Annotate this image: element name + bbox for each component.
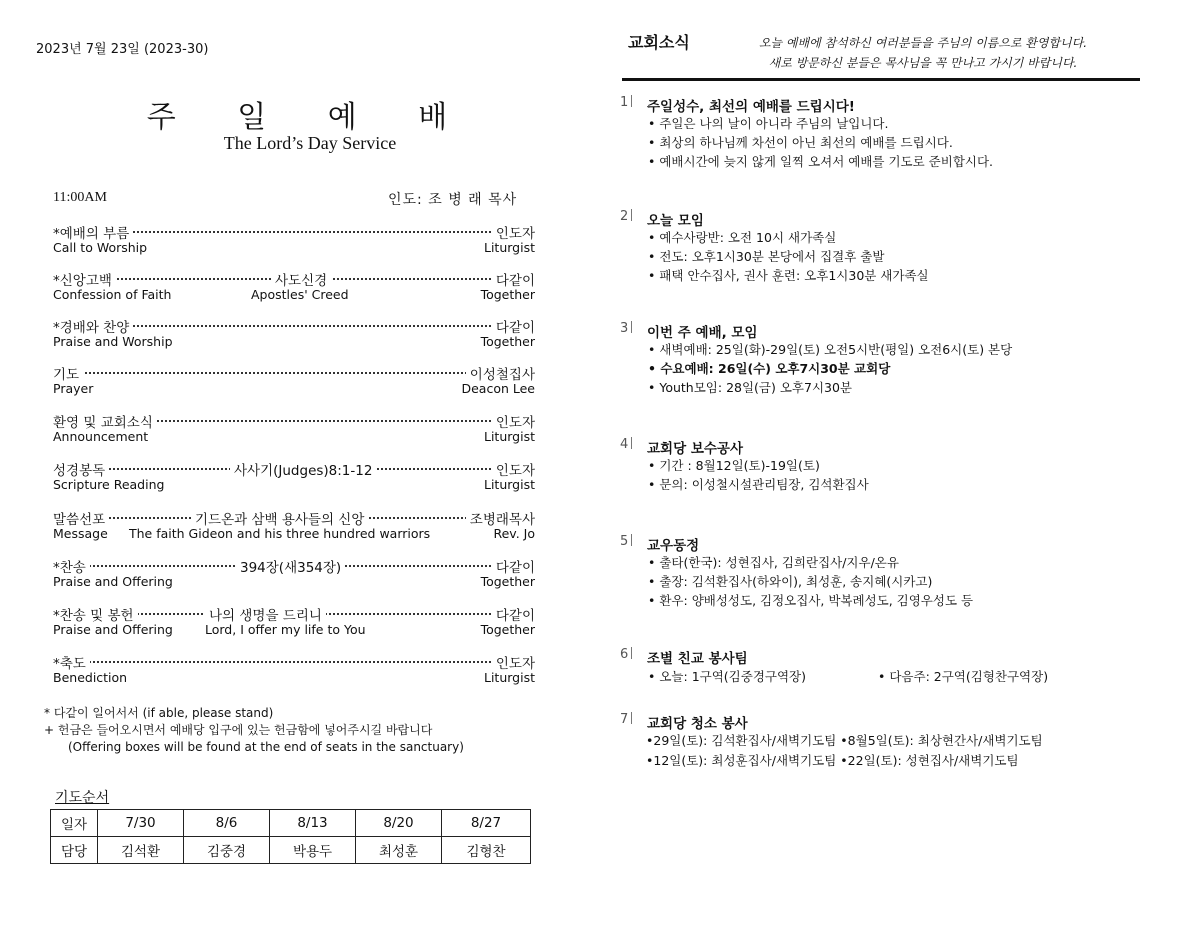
welcome-line: 오늘 예배에 참석하신 여러분들을 주님의 이름으로 환영합니다. [758, 36, 1088, 50]
table-cell: 담당 [51, 837, 98, 864]
divider [622, 78, 1140, 81]
order-item-person: 다같이 [492, 316, 535, 336]
list-item: • 예배시간에 늦지 않게 일찍 오셔서 예배를 기도로 준비합시다. [646, 152, 993, 171]
prayer-order-table [50, 809, 531, 864]
order-item-english-detail: The faith Gideon and his three hundred warriors [129, 526, 431, 541]
order-item-korean: *찬송 및 봉헌 [53, 604, 138, 624]
order-item-detail: 나의 생명을 드리니 [205, 604, 326, 624]
section-title: 오늘 모임 [647, 213, 704, 229]
order-item [53, 411, 535, 447]
section-title: 주일성수, 최선의 예배를 드립시다! [647, 99, 855, 115]
welcome-line: 새로 방문하신 분들은 목사님을 꼭 만나고 가시기 바랍니다. [768, 56, 1078, 70]
table-cell: 김석환 [98, 837, 184, 864]
section-title: 교회당 보수공사 [647, 441, 743, 457]
service-title-english: The Lord’s Day Service [223, 133, 397, 153]
order-item [53, 269, 535, 305]
order-item-english-person: Liturgist [483, 429, 535, 444]
section-title: 이번 주 예배, 모임 [647, 325, 758, 341]
list-item: • 문의: 이성철시설관리팀장, 김석환집사 [646, 475, 869, 494]
order-item [53, 316, 535, 352]
dotted-leader [53, 372, 535, 374]
list-item: • 수요예배: 26일(수) 오후7시30분 교회당 [646, 359, 1012, 378]
list-item: • 최상의 하나님께 차선이 아닌 최선의 예배를 드립시다. [646, 133, 993, 152]
fellowship-next: • 다음주: 2구역(김형찬구역장) [876, 667, 1048, 686]
order-item-english-person: Liturgist [483, 670, 535, 685]
order-item-english-person: Together [480, 287, 535, 302]
order-item-person: 다같이 [492, 604, 535, 624]
prayer-order-title: 기도순서 [55, 790, 110, 806]
order-item-english: Praise and Offering [53, 574, 173, 589]
order-item [53, 604, 535, 640]
list-item: • 출장: 김석환집사(하와이), 최성훈, 송지혜(시카고) [646, 572, 973, 591]
list-item: • 출타(한국): 성현집사, 김희란집사/지우/온유 [646, 553, 973, 572]
order-item-detail: 기드온과 삼백 용사들의 신앙 [191, 508, 368, 528]
cleaning-row: •29일(토): 김석환집사/새벽기도팀 •8월5일(토): 최상현간사/새벽기도팀 [646, 733, 1043, 748]
order-item-english: Praise and Worship [53, 334, 173, 349]
section-title: 교회당 청소 봉사 [647, 716, 748, 732]
table-cell: 7/30 [98, 810, 184, 837]
table-cell: 김형찬 [442, 837, 531, 864]
order-item [53, 508, 535, 544]
table-cell: 일자 [51, 810, 98, 837]
order-item-korean: *축도 [53, 652, 90, 672]
bulletin-date: 2023년 7월 23일 (2023-30) [36, 42, 209, 57]
order-item [53, 459, 535, 495]
table-cell: 8/27 [442, 810, 531, 837]
order-item [53, 556, 535, 592]
cleaning-row: •12일(토): 최성훈집사/새벽기도팀 •22일(토): 성현집사/새벽기도팀 [646, 753, 1019, 768]
list-item: • 패택 안수집사, 권사 훈련: 오후1시30분 새가족실 [646, 266, 929, 285]
order-item-english-person: Deacon Lee [461, 381, 535, 396]
section-number: 6 [620, 647, 632, 662]
order-item-person: 다같이 [492, 269, 535, 289]
order-item-korean: *예배의 부름 [53, 222, 133, 242]
prayer-date-row [51, 810, 531, 837]
order-item-english-person: Liturgist [483, 477, 535, 492]
section-number: 1 [620, 95, 632, 110]
table-cell: 8/6 [184, 810, 270, 837]
order-item [53, 363, 535, 399]
note-offering: + 헌금은 들어오시면서 예배당 입구에 있는 헌금함에 넣어주시길 바랍니다 [44, 723, 433, 737]
order-item-korean: *찬송 [53, 556, 90, 576]
section-title: 교우동정 [647, 538, 700, 554]
order-item-detail: 394장(새354장) [236, 556, 345, 576]
order-item-person: 다같이 [492, 556, 535, 576]
order-item [53, 222, 535, 258]
table-cell: 8/13 [270, 810, 356, 837]
service-notes [44, 705, 464, 756]
table-cell: 박용두 [270, 837, 356, 864]
note-stand: * 다같이 일어서서 (if able, please stand) [44, 706, 274, 720]
list-item: • 기간 : 8월12일(토)-19일(토) [646, 456, 869, 475]
list-item: • Youth모임: 28일(금) 오후7시30분 [646, 378, 1012, 397]
order-item-english-person: Together [480, 334, 535, 349]
order-item-korean: *경배와 찬양 [53, 316, 133, 336]
order-item-english: Benediction [53, 670, 128, 685]
order-item-english-detail: Apostles' Creed [251, 287, 349, 302]
order-item-english: Confession of Faith [53, 287, 172, 302]
order-item-korean: *신앙고백 [53, 269, 116, 289]
section-number: 5 [620, 534, 632, 549]
order-item-person: 인도자 [492, 222, 535, 242]
order-item-person: 인도자 [492, 652, 535, 672]
fellowship-today: • 오늘: 1구역(김중경구역장) [646, 667, 876, 686]
note-offering-english: (Offering boxes will be found at the end of seats in the sanctuary) [68, 740, 464, 754]
order-item-english-person: Liturgist [483, 240, 535, 255]
service-time: 11:00AM [53, 190, 107, 205]
service-title-korean: 주 일 예 배 [146, 100, 474, 135]
order-item-person: 조병래목사 [466, 508, 535, 528]
order-item-person: 이성철집사 [466, 363, 535, 383]
order-item-person: 인도자 [492, 459, 535, 479]
order-item-english-detail: Lord, I offer my life to You [205, 622, 366, 637]
order-item-english: Call to Worship [53, 240, 148, 255]
list-item: • 전도: 오후1시30분 본당에서 집결후 출발 [646, 247, 929, 266]
order-item-english: Praise and Offering [53, 622, 173, 637]
section-number: 3 [620, 321, 632, 336]
order-item-english: Announcement [53, 429, 149, 444]
list-item: • 환우: 양배성성도, 김정오집사, 박복례성도, 김영우성도 등 [646, 591, 973, 610]
welcome-message [700, 33, 1146, 73]
order-item-korean: 성경봉독 [53, 459, 109, 479]
order-item-english-person: Together [480, 574, 535, 589]
order-item-detail: 사사기(Judges)8:1-12 [230, 459, 376, 479]
order-item-english-person: Together [480, 622, 535, 637]
order-item-english: Prayer [53, 381, 94, 396]
order-item-english-person: Rev. Jo [493, 526, 535, 541]
dotted-leader [53, 661, 535, 663]
list-item: • 새벽예배: 25일(화)-29일(토) 오전5시반(평일) 오전6시(토) 본당 [646, 340, 1012, 359]
prayer-name-row [51, 837, 531, 864]
order-item-english: Scripture Reading [53, 477, 165, 492]
section-number: 2 [620, 209, 632, 224]
table-cell: 김중경 [184, 837, 270, 864]
church-news-title: 교회소식 [628, 33, 690, 52]
order-item-detail: 사도신경 [271, 269, 331, 289]
order-item [53, 652, 535, 688]
service-leader: 인도: 조 병 래 목사 [388, 192, 518, 208]
list-item: • 주일은 나의 날이 아니라 주님의 날입니다. [646, 114, 993, 133]
order-item-korean: 환영 및 교회소식 [53, 411, 157, 431]
section-number: 4 [620, 437, 632, 452]
section-title: 조별 친교 봉사팀 [647, 651, 748, 667]
table-cell: 최성훈 [356, 837, 442, 864]
section-number: 7 [620, 712, 632, 727]
order-item-korean: 말씀선포 [53, 508, 109, 528]
order-item-english: Message [53, 526, 108, 541]
list-item: • 예수사랑반: 오전 10시 새가족실 [646, 228, 929, 247]
order-item-korean: 기도 [53, 363, 83, 383]
order-item-person: 인도자 [492, 411, 535, 431]
table-cell: 8/20 [356, 810, 442, 837]
